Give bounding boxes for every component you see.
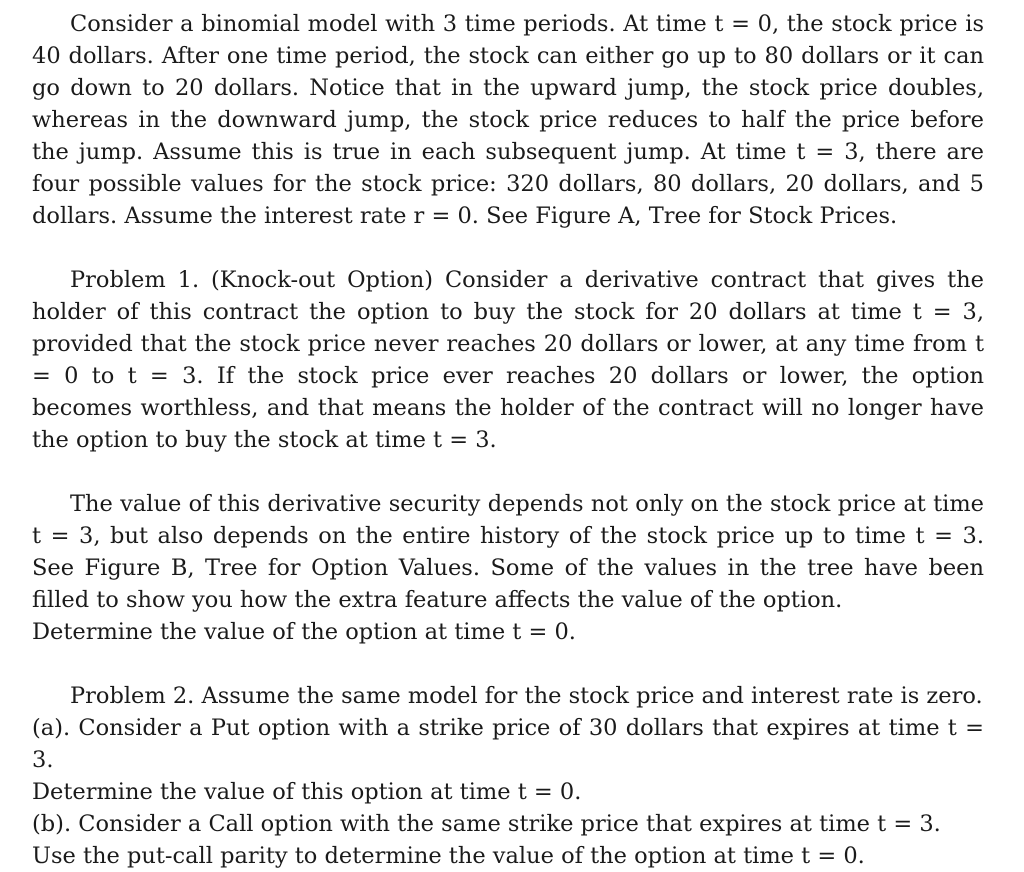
problem1-paragraph: Problem 1. (Knock-out Option) Consider a derivative contract that gives the holder of this contract the option to buy the stock for 20 dollars at time t = 3, provided that the stock price never reaches 20 dollars or lower, at any time from t = 0 to t = 3. If the stock price ever reaches 20 dollars or lower, the option becomes worthless, and that means the holder of the contract will no longer have the option to buy the stock at time t = 3. <box>32 267 984 453</box>
problem2-intro-line: Problem 2. Assume the same model for the stock price and interest rate is zero. <box>70 683 983 709</box>
problem2-part-a-task-line: Determine the value of this option at time t = 0. <box>32 779 582 805</box>
intro-paragraph: Consider a binomial model with 3 time periods. At time t = 0, the stock price is 40 dollars. After one time period, the stock can either go up to 80 dollars or it can go down to 20 dollars. Notice that in the upward jump, the stock price doubles, whereas in the downward jump, the stock price reduces to half the price before the jump. Assume this is true in each subsequent jump. At time t = 3, there are four possible values for the stock price: 320 dollars, 80 dollars, 20 dollars, and 5 dollars. Assume the interest rate r = 0. See Figure A, Tree for Stock Prices. <box>32 11 984 229</box>
problem2-part-a-line: (a). Consider a Put option with a strike price of 30 dollars that expires at time t = 3. <box>32 715 984 773</box>
problem1-continued-paragraph: The value of this derivative security depends not only on the stock price at time t = 3, but also depends on the entire history of the stock price up to time t = 3. See Figure B, Tree for Option Values. Some of the values in the tree have been filled to show you how the extra feature affects the value of the option. <box>32 491 984 613</box>
problem1-task-line: Determine the value of the option at time t = 0. <box>32 619 576 645</box>
problem2-block <box>32 680 984 872</box>
problem1-continued-block <box>32 488 984 648</box>
problem2-part-b-line: (b). Consider a Call option with the same strike price that expires at time t = 3. <box>32 811 941 837</box>
problem2-part-b-task-line: Use the put-call parity to determine the value of the option at time t = 0. <box>32 843 865 869</box>
